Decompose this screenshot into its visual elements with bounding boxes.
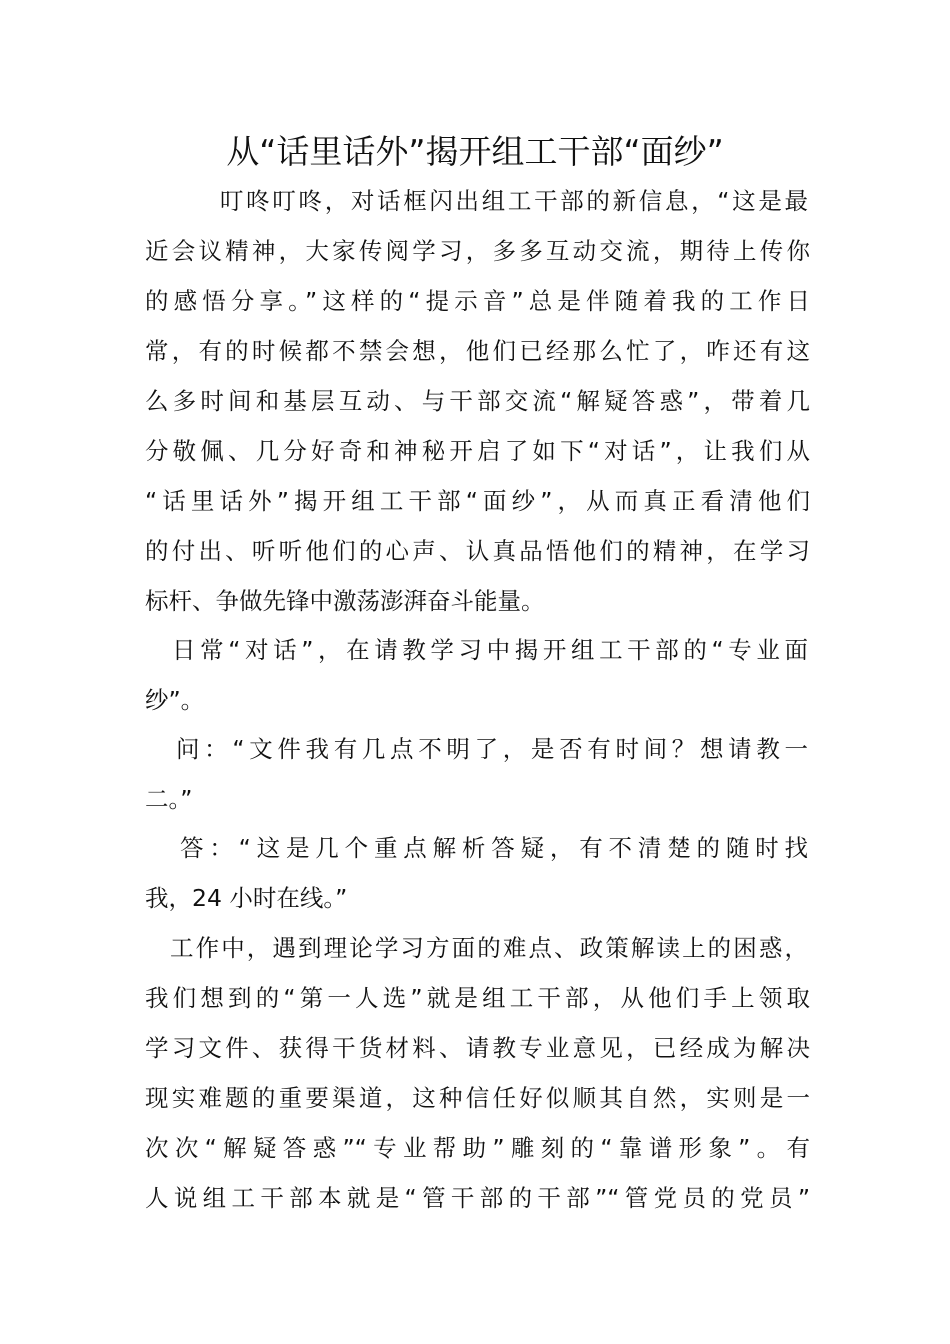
document-title: 从“话里话外”揭开组工干部“面纱”: [226, 132, 724, 171]
text-line-13: 二。”: [145, 785, 193, 813]
text-line-3: 的感悟分享。”这样的“提示音”总是伴随着我的工作日: [145, 287, 810, 315]
text-line-16: 工作中，遇到理论学习方面的难点、政策解读上的困惑，: [170, 934, 808, 962]
text-line-10: 日常“对话”，在请教学习中揭开组工干部的“专业面: [172, 636, 808, 664]
text-line-5: 么多时间和基层互动、与干部交流“解疑答惑”，带着几: [145, 387, 810, 415]
text-line-15: 我，24 小时在线。”: [145, 884, 348, 912]
text-line-9: 标杆、争做先锋中激荡澎湃奋斗能量。: [145, 587, 545, 615]
text-line-2: 近会议精神，大家传阅学习，多多互动交流，期待上传你: [145, 237, 810, 265]
text-line-14: 答：“这是几个重点解析答疑，有不清楚的随时找: [180, 834, 808, 862]
text-line-21: 人说组工干部本就是“管干部的干部”“管党员的党员”: [145, 1184, 810, 1212]
text-line-20: 次次“解疑答惑”“专业帮助”雕刻的“靠谱形象”。有: [145, 1134, 810, 1162]
text-line-6: 分敬佩、几分好奇和神秘开启了如下“对话”，让我们从: [145, 437, 810, 465]
text-line-17: 我们想到的“第一人选”就是组工干部，从他们手上领取: [145, 984, 810, 1012]
text-line-11: 纱”。: [145, 686, 205, 714]
text-line-19: 现实难题的重要渠道，这种信任好似顺其自然，实则是一: [145, 1084, 810, 1112]
text-line-18: 学习文件、获得干货材料、请教专业意见，已经成为解决: [145, 1034, 810, 1062]
text-line-7: “话里话外”揭开组工干部“面纱”，从而真正看清他们: [145, 487, 810, 515]
text-line-12: 问：“文件我有几点不明了，是否有时间？想请教一: [176, 735, 808, 763]
text-line-4: 常，有的时候都不禁会想，他们已经那么忙了，咋还有这: [145, 337, 810, 365]
text-line-8: 的付出、听听他们的心声、认真品悟他们的精神，在学习: [145, 537, 810, 565]
text-line-1: 叮咚叮咚，对话框闪出组工干部的新信息，“这是最: [220, 187, 808, 215]
